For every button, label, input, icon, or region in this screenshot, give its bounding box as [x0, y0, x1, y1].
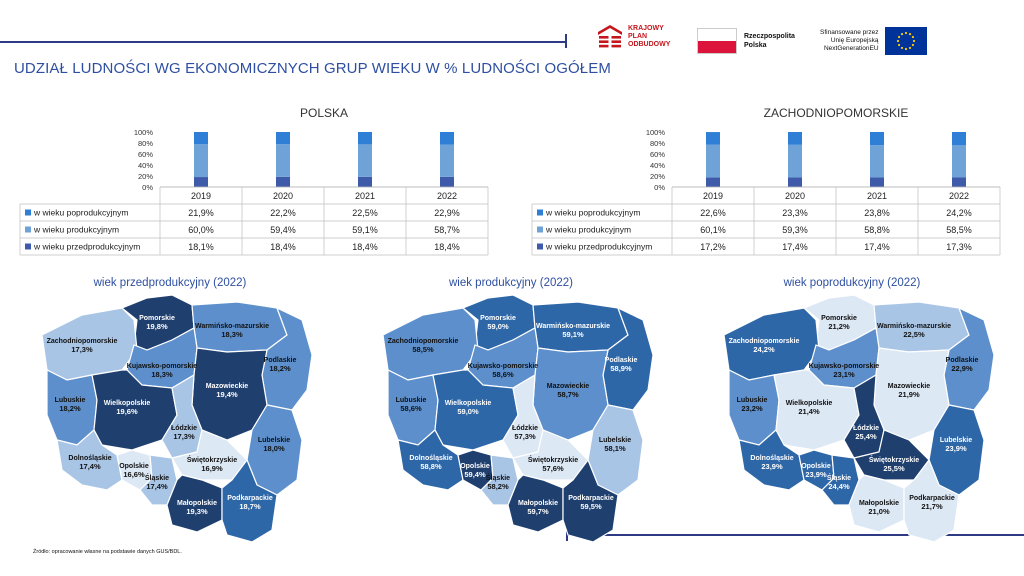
- y-tick-label: 0%: [654, 183, 665, 192]
- region-name-podkarpackie: Podkarpackie: [227, 495, 273, 502]
- region-value-podkarpackie: 18,7%: [239, 502, 261, 511]
- y-tick-label: 0%: [142, 183, 153, 192]
- eu-star-icon: [908, 47, 910, 49]
- bar-segment-w-wieku-przedprodukcyjnym-2020: [276, 177, 290, 187]
- bar-segment-w-wieku-produkcyjnym-2022: [440, 145, 454, 177]
- bar-segment-w-wieku-produkcyjnym-2020: [276, 144, 290, 177]
- region-name-zachodniopomorskie: Zachodniopomorskie: [387, 338, 459, 345]
- legend-swatch-w-wieku-produkcyjnym: [537, 227, 543, 233]
- bar-segment-w-wieku-poprodukcyjnym-2019: [706, 132, 720, 144]
- region-name-podkarpackie: Podkarpackie: [909, 495, 955, 502]
- y-tick-label: 60%: [137, 150, 153, 159]
- region-name-zachodniopomorskie: Zachodniopomorskie: [728, 338, 800, 345]
- region-value-pomorskie: 59,0%: [487, 322, 509, 331]
- eu-star-icon: [911, 44, 913, 46]
- region-name-slaskie: Śląskie: [144, 475, 170, 482]
- y-tick-label: 40%: [649, 161, 665, 170]
- eu-star-icon: [898, 36, 900, 38]
- kpo-logo: [597, 24, 670, 50]
- legend-label: w wieku przedprodukcyjnym: [34, 241, 141, 252]
- region-value-dolnoslaskie: 23,9%: [761, 462, 783, 471]
- kpo-logo-line-3: ODBUDOWY: [628, 41, 671, 48]
- region-value-podkarpackie: 59,5%: [580, 502, 602, 511]
- region-value-podlaskie: 58,9%: [610, 364, 632, 373]
- legend-label: w wieku poprodukcyjnym: [34, 207, 129, 218]
- data-label-w-wieku-poprodukcyjnym-2022: 24,2%: [946, 208, 972, 218]
- region-name-lubuskie: Lubuskie: [54, 397, 86, 404]
- data-label-w-wieku-przedprodukcyjnym-2022: 17,3%: [946, 242, 972, 252]
- data-label-w-wieku-przedprodukcyjnym-2020: 17,4%: [782, 242, 808, 252]
- region-name-malopolskie: Małopolskie: [858, 500, 900, 507]
- data-label-w-wieku-przedprodukcyjnym-2019: 18,1%: [188, 242, 214, 252]
- region-value-wielkopolskie: 19,6%: [116, 407, 138, 416]
- data-label-w-wieku-przedprodukcyjnym-2021: 18,4%: [352, 242, 378, 252]
- region-name-podlaskie: Podlaskie: [604, 357, 638, 364]
- region-value-kujawsko-pomorskie: 23,1%: [833, 370, 855, 379]
- region-name-slaskie: Śląskie: [485, 475, 511, 482]
- data-label-w-wieku-produkcyjnym-2022: 58,5%: [946, 225, 972, 235]
- region-name-zachodniopomorskie: Zachodniopomorskie: [46, 338, 118, 345]
- y-tick-label: 100%: [133, 128, 153, 137]
- region-name-podlaskie: Podlaskie: [263, 357, 297, 364]
- region-name-wielkopolskie: Wielkopolskie: [785, 400, 833, 407]
- bar-segment-w-wieku-przedprodukcyjnym-2019: [706, 178, 720, 187]
- eu-star-icon: [908, 33, 910, 35]
- region-name-lodzkie: Łódzkie: [170, 425, 198, 432]
- chart-zachodniopomorskie: [512, 95, 1024, 265]
- region-name-opolskie: Opolskie: [119, 463, 149, 470]
- region-name-malopolskie: Małopolskie: [176, 500, 218, 507]
- region-name-mazowieckie: Mazowieckie: [546, 383, 590, 390]
- data-label-w-wieku-produkcyjnym-2019: 60,1%: [700, 225, 726, 235]
- region-value-dolnoslaskie: 17,4%: [79, 462, 101, 471]
- bar-segment-w-wieku-produkcyjnym-2020: [788, 145, 802, 178]
- rp-logo: [697, 28, 795, 54]
- region-name-swietokrzyskie: Świętokrzyskie: [868, 457, 920, 464]
- region-value-zachodniopomorskie: 58,5%: [412, 345, 434, 354]
- map-regions: [383, 295, 653, 542]
- region-name-dolnoslaskie: Dolnośląskie: [409, 455, 453, 462]
- y-tick-label: 20%: [137, 172, 153, 181]
- region-value-pomorskie: 19,8%: [146, 322, 168, 331]
- region-name-kujawsko-pomorskie: Kujawsko-pomorskie: [467, 363, 539, 370]
- bar-segment-w-wieku-poprodukcyjnym-2020: [276, 132, 290, 144]
- bar-segment-w-wieku-poprodukcyjnym-2019: [194, 132, 208, 144]
- bar-segment-w-wieku-przedprodukcyjnym-2019: [194, 177, 208, 187]
- legend-swatch-w-wieku-poprodukcyjnym: [537, 210, 543, 216]
- top-rule-tick: [565, 34, 567, 48]
- rp-logo-line-1: Rzeczpospolita: [744, 33, 795, 40]
- region-name-pomorskie: Pomorskie: [480, 315, 516, 322]
- region-value-lubuskie: 23,2%: [741, 404, 763, 413]
- map-title: wiek produkcyjny (2022): [448, 277, 574, 289]
- region-name-wielkopolskie: Wielkopolskie: [444, 400, 492, 407]
- x-tick-label: 2019: [702, 191, 724, 201]
- map-title: wiek przedprodukcyjny (2022): [93, 277, 247, 289]
- eu-logo-line-3: NextGenerationEU: [823, 45, 879, 52]
- region-value-lodzkie: 25,4%: [855, 432, 877, 441]
- region-name-dolnoslaskie: Dolnośląskie: [750, 455, 794, 462]
- bar-segment-w-wieku-produkcyjnym-2022: [952, 145, 966, 177]
- region-value-lodzkie: 17,3%: [173, 432, 195, 441]
- region-value-mazowieckie: 58,7%: [557, 390, 579, 399]
- data-label-w-wieku-produkcyjnym-2020: 59,3%: [782, 225, 808, 235]
- region-value-swietokrzyskie: 16,9%: [201, 464, 223, 473]
- y-tick-label: 60%: [649, 150, 665, 159]
- eu-star-icon: [911, 36, 913, 38]
- data-label-w-wieku-poprodukcyjnym-2019: 21,9%: [188, 208, 214, 218]
- bar-segment-w-wieku-przedprodukcyjnym-2021: [870, 177, 884, 187]
- chart-title: ZACHODNIOPOMORSKIE: [763, 106, 909, 120]
- region-value-podlaskie: 18,2%: [269, 364, 291, 373]
- region-value-pomorskie: 21,2%: [828, 322, 850, 331]
- region-name-kujawsko-pomorskie: Kujawsko-pomorskie: [126, 363, 198, 370]
- region-value-warminsko-mazurskie: 22,5%: [903, 330, 925, 339]
- kpo-logo-line-1: KRAJOWY: [628, 25, 664, 32]
- y-tick-label: 80%: [137, 139, 153, 148]
- region-name-lodzkie: Łódzkie: [511, 425, 539, 432]
- region-value-slaskie: 58,2%: [487, 482, 509, 491]
- data-label-w-wieku-poprodukcyjnym-2021: 22,5%: [352, 208, 378, 218]
- region-value-podlaskie: 22,9%: [951, 364, 973, 373]
- region-value-slaskie: 17,4%: [146, 482, 168, 491]
- eu-flag-icon: [885, 27, 927, 55]
- x-tick-label: 2022: [436, 191, 458, 201]
- region-value-malopolskie: 59,7%: [527, 507, 549, 516]
- region-name-lubelskie: Lubelskie: [939, 437, 973, 444]
- region-name-warminsko-mazurskie: Warmińsko-mazurskie: [535, 323, 611, 330]
- region-name-lubuskie: Lubuskie: [395, 397, 427, 404]
- map-regions: [42, 295, 312, 542]
- region-name-swietokrzyskie: Świętokrzyskie: [186, 457, 238, 464]
- bar-segment-w-wieku-poprodukcyjnym-2021: [870, 132, 884, 145]
- eu-star-icon: [904, 48, 906, 50]
- region-name-opolskie: Opolskie: [801, 463, 831, 470]
- region-name-swietokrzyskie: Świętokrzyskie: [527, 457, 579, 464]
- kpo-logo-icon: [597, 24, 623, 50]
- bar-segment-w-wieku-przedprodukcyjnym-2022: [952, 177, 966, 187]
- data-label-w-wieku-produkcyjnym-2020: 59,4%: [270, 225, 296, 235]
- x-tick-label: 2020: [272, 191, 294, 201]
- data-label-w-wieku-przedprodukcyjnym-2020: 18,4%: [270, 242, 296, 252]
- chart-title: POLSKA: [299, 106, 349, 120]
- region-name-podkarpackie: Podkarpackie: [568, 495, 614, 502]
- region-name-warminsko-mazurskie: Warmińsko-mazurskie: [194, 323, 270, 330]
- data-label-w-wieku-produkcyjnym-2019: 60,0%: [188, 225, 214, 235]
- region-value-swietokrzyskie: 25,5%: [883, 464, 905, 473]
- rp-logo-line-2: Polska: [744, 42, 767, 49]
- data-label-w-wieku-produkcyjnym-2021: 59,1%: [352, 225, 378, 235]
- region-name-lubuskie: Lubuskie: [736, 397, 768, 404]
- region-name-mazowieckie: Mazowieckie: [887, 383, 931, 390]
- data-label-w-wieku-przedprodukcyjnym-2019: 17,2%: [700, 242, 726, 252]
- region-value-lubelskie: 18,0%: [263, 444, 285, 453]
- region-value-wielkopolskie: 59,0%: [457, 407, 479, 416]
- region-value-warminsko-mazurskie: 59,1%: [562, 330, 584, 339]
- region-name-podlaskie: Podlaskie: [945, 357, 979, 364]
- bar-segment-w-wieku-poprodukcyjnym-2021: [358, 132, 372, 144]
- chart-polska: [0, 95, 512, 265]
- data-label-w-wieku-przedprodukcyjnym-2021: 17,4%: [864, 242, 890, 252]
- region-name-lubelskie: Lubelskie: [598, 437, 632, 444]
- data-label-w-wieku-poprodukcyjnym-2020: 23,3%: [782, 208, 808, 218]
- region-name-warminsko-mazurskie: Warmińsko-mazurskie: [876, 323, 952, 330]
- data-label-w-wieku-poprodukcyjnym-2021: 23,8%: [864, 208, 890, 218]
- region-value-lubuskie: 58,6%: [400, 404, 422, 413]
- eu-star-icon: [904, 32, 906, 34]
- data-label-w-wieku-produkcyjnym-2021: 58,8%: [864, 225, 890, 235]
- eu-star-icon: [896, 40, 898, 42]
- x-tick-label: 2020: [784, 191, 806, 201]
- region-value-swietokrzyskie: 57,6%: [542, 464, 564, 473]
- region-value-zachodniopomorskie: 24,2%: [753, 345, 775, 354]
- region-value-mazowieckie: 19,4%: [216, 390, 238, 399]
- page-title: UDZIAŁ LUDNOŚCI WG EKONOMICZNYCH GRUP WIEKU W % LUDNOŚCI OGÓŁEM: [14, 60, 611, 77]
- eu-star-icon: [900, 33, 902, 35]
- region-name-opolskie: Opolskie: [460, 463, 490, 470]
- region-value-dolnoslaskie: 58,8%: [420, 462, 442, 471]
- x-tick-label: 2022: [948, 191, 970, 201]
- bar-segment-w-wieku-poprodukcyjnym-2020: [788, 132, 802, 145]
- legend-label: w wieku produkcyjnym: [34, 224, 120, 235]
- eu-logo-line-2: Unię Europejską: [830, 37, 879, 44]
- bar-segment-w-wieku-produkcyjnym-2021: [358, 144, 372, 177]
- y-tick-label: 20%: [649, 172, 665, 181]
- eu-logo-line-1: Sfinansowane przez: [820, 29, 879, 36]
- map-poprodukcyjny: [682, 268, 1023, 548]
- bar-segment-w-wieku-poprodukcyjnym-2022: [952, 132, 966, 145]
- bar-segment-w-wieku-produkcyjnym-2019: [194, 144, 208, 177]
- region-value-malopolskie: 19,3%: [186, 507, 208, 516]
- bar-segment-w-wieku-produkcyjnym-2021: [870, 145, 884, 177]
- legend-swatch-w-wieku-produkcyjnym: [25, 227, 31, 233]
- legend-swatch-w-wieku-przedprodukcyjnym: [537, 244, 543, 250]
- bar-segment-w-wieku-produkcyjnym-2019: [706, 144, 720, 177]
- y-tick-label: 100%: [645, 128, 665, 137]
- region-value-malopolskie: 21,0%: [868, 507, 890, 516]
- map-produkcyjny: [341, 268, 682, 548]
- region-name-dolnoslaskie: Dolnośląskie: [68, 455, 112, 462]
- region-name-slaskie: Śląskie: [826, 475, 852, 482]
- region-value-kujawsko-pomorskie: 58,6%: [492, 370, 514, 379]
- legend-swatch-w-wieku-przedprodukcyjnym: [25, 244, 31, 250]
- data-label-w-wieku-przedprodukcyjnym-2022: 18,4%: [434, 242, 460, 252]
- region-value-lubelskie: 23,9%: [945, 444, 967, 453]
- bar-segment-w-wieku-przedprodukcyjnym-2020: [788, 177, 802, 187]
- polish-flag-icon: [697, 28, 737, 54]
- eu-star-icon: [912, 40, 914, 42]
- region-name-lubelskie: Lubelskie: [257, 437, 291, 444]
- eu-logo: [820, 27, 927, 55]
- map-przedprodukcyjny: [0, 268, 341, 548]
- region-value-opolskie: 59,4%: [464, 470, 486, 479]
- region-value-lodzkie: 57,3%: [514, 432, 536, 441]
- region-name-pomorskie: Pomorskie: [821, 315, 857, 322]
- data-label-w-wieku-produkcyjnym-2022: 58,7%: [434, 225, 460, 235]
- x-tick-label: 2021: [354, 191, 376, 201]
- region-value-wielkopolskie: 21,4%: [798, 407, 820, 416]
- legend-swatch-w-wieku-poprodukcyjnym: [25, 210, 31, 216]
- region-value-kujawsko-pomorskie: 18,3%: [151, 370, 173, 379]
- legend-label: w wieku przedprodukcyjnym: [546, 241, 653, 252]
- region-name-wielkopolskie: Wielkopolskie: [103, 400, 151, 407]
- region-name-malopolskie: Małopolskie: [517, 500, 559, 507]
- eu-star-icon: [900, 47, 902, 49]
- bar-segment-w-wieku-poprodukcyjnym-2022: [440, 132, 454, 145]
- top-rule: [0, 41, 566, 43]
- region-value-opolskie: 16,6%: [123, 470, 145, 479]
- region-value-lubuskie: 18,2%: [59, 404, 81, 413]
- region-name-lodzkie: Łódzkie: [852, 425, 880, 432]
- y-tick-label: 80%: [649, 139, 665, 148]
- data-label-w-wieku-poprodukcyjnym-2020: 22,2%: [270, 208, 296, 218]
- x-tick-label: 2019: [190, 191, 212, 201]
- region-value-opolskie: 23,9%: [805, 470, 827, 479]
- eu-star-icon: [898, 44, 900, 46]
- region-name-pomorskie: Pomorskie: [139, 315, 175, 322]
- region-name-kujawsko-pomorskie: Kujawsko-pomorskie: [808, 363, 880, 370]
- y-tick-label: 40%: [137, 161, 153, 170]
- region-value-mazowieckie: 21,9%: [898, 390, 920, 399]
- x-tick-label: 2021: [866, 191, 888, 201]
- bar-segment-w-wieku-przedprodukcyjnym-2022: [440, 177, 454, 187]
- data-label-w-wieku-poprodukcyjnym-2022: 22,9%: [434, 208, 460, 218]
- kpo-logo-line-2: PLAN: [628, 33, 648, 40]
- legend-label: w wieku produkcyjnym: [546, 224, 632, 235]
- region-value-slaskie: 24,4%: [828, 482, 850, 491]
- region-name-mazowieckie: Mazowieckie: [205, 383, 249, 390]
- map-title: wiek poprodukcyjny (2022): [783, 277, 921, 289]
- map-regions: [724, 295, 994, 542]
- region-value-podkarpackie: 21,7%: [921, 502, 943, 511]
- source-footnote: Źródło: opracowanie własne na podstawie danych GUS/BDL.: [33, 549, 182, 555]
- legend-label: w wieku poprodukcyjnym: [546, 207, 641, 218]
- data-label-w-wieku-poprodukcyjnym-2019: 22,6%: [700, 208, 726, 218]
- bar-segment-w-wieku-przedprodukcyjnym-2021: [358, 177, 372, 187]
- region-value-lubelskie: 58,1%: [604, 444, 626, 453]
- region-value-warminsko-mazurskie: 18,3%: [221, 330, 243, 339]
- region-value-zachodniopomorskie: 17,3%: [71, 345, 93, 354]
